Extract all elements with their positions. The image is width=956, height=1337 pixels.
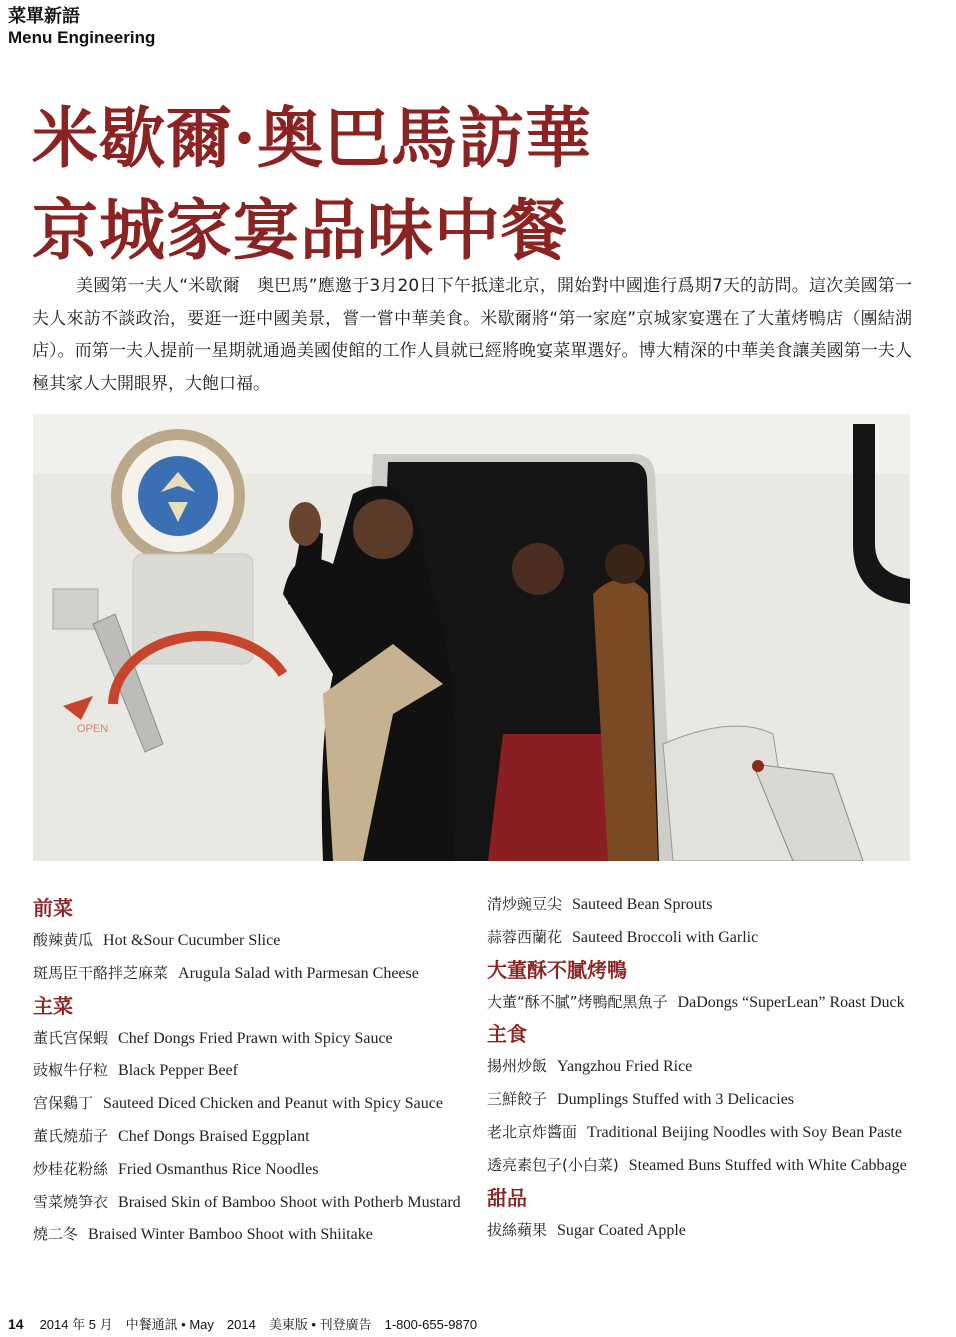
menu-item — [487, 921, 947, 954]
menu-item — [33, 957, 483, 990]
dish-name-en: Traditional Beijing Noodles with Soy Bean Paste — [587, 1123, 902, 1141]
dish-name-en: Sugar Coated Apple — [557, 1221, 686, 1239]
menu-column-right — [487, 892, 947, 1246]
menu-item — [33, 1054, 483, 1087]
dish-name-zh: 拔絲蘋果 — [487, 1220, 548, 1239]
dish-name-en: Dumplings Stuffed with 3 Delicacies — [557, 1091, 795, 1109]
dish-name-en: Black Pepper Beef — [118, 1062, 238, 1080]
dish-name-en: Braised Winter Bamboo Shoot with Shiitake — [88, 1226, 373, 1244]
dish-name-zh: 董氏燒茄子 — [33, 1126, 109, 1145]
menu-item — [487, 1116, 947, 1149]
menu-item — [33, 1120, 483, 1153]
dish-name-en: Steamed Buns Stuffed with White Cabbage — [628, 1156, 907, 1174]
menu-item — [487, 1050, 947, 1083]
menu-item — [487, 888, 947, 921]
seal-center — [138, 456, 218, 536]
dish-name-zh: 揚州炒飯 — [487, 1057, 548, 1076]
dish-name-zh: 雪菜燒笋衣 — [33, 1192, 109, 1211]
open-sign: OPEN — [77, 723, 109, 735]
menu-item — [33, 1087, 483, 1120]
title-line-2: 京城家宴品味中餐 — [32, 191, 568, 269]
woman-1-head — [353, 499, 413, 559]
dish-name-zh: 清炒豌豆尖 — [487, 895, 563, 913]
menu-item — [33, 1218, 483, 1251]
dish-name-zh: 大董“酥不膩”烤鴨配黑魚子 — [487, 992, 668, 1011]
dish-name-zh: 斑馬臣干酪拌芝麻菜 — [33, 963, 169, 982]
category-appetizers: 前菜 — [33, 896, 73, 920]
menu-item — [487, 1149, 947, 1182]
menu-item — [487, 1083, 947, 1116]
menu-item — [33, 1022, 483, 1055]
dish-name-zh: 燒二冬 — [33, 1225, 79, 1244]
dish-name-en: Sauteed Bean Sprouts — [572, 896, 713, 913]
menu-item — [487, 986, 947, 1019]
dish-name-zh: 酸辣黄瓜 — [33, 931, 94, 949]
title-line-1: 米歇爾·奥巴馬訪華 — [32, 99, 592, 177]
girl-1-skirt — [488, 734, 618, 861]
menu-item — [33, 924, 483, 957]
dish-name-en: Fried Osmanthus Rice Noodles — [118, 1160, 319, 1178]
rail-knob — [752, 760, 764, 772]
dish-name-zh: 宫保鷄丁 — [33, 1094, 94, 1113]
category-mains: 主菜 — [33, 993, 73, 1018]
category-dessert: 甜品 — [487, 1185, 527, 1210]
article-title — [32, 92, 592, 276]
dish-name-en: Arugula Salad with Parmesan Cheese — [178, 964, 419, 982]
dish-name-zh: 董氏宫保蝦 — [33, 1028, 109, 1047]
category-staples: 主食 — [487, 1022, 527, 1047]
menu-item — [33, 1153, 483, 1186]
woman-1-hand — [289, 502, 321, 546]
latch-box — [53, 589, 98, 629]
photo-illustration — [33, 414, 910, 861]
dish-name-zh: 蒜蓉西蘭花 — [487, 927, 563, 946]
menu-item — [487, 1214, 947, 1247]
dish-name-en: Yangzhou Fried Rice — [557, 1058, 693, 1076]
dish-name-en: Braised Skin of Bamboo Shoot with Potherb Mustard — [118, 1193, 461, 1211]
dish-name-en: Chef Dongs Braised Eggplant — [118, 1127, 310, 1145]
dish-name-zh: 透亮素包子(小白菜) — [487, 1155, 619, 1174]
dish-name-zh: 三鮮餃子 — [487, 1090, 548, 1109]
girl-2-head — [605, 544, 645, 584]
article-photo — [33, 414, 910, 861]
dish-name-en: Sauteed Diced Chicken and Peanut with Spicy Sauce — [103, 1095, 443, 1113]
page-number: 14 — [8, 1316, 24, 1332]
intro-paragraph: 美國第一夫人“米歇爾 奥巴馬”應邀于3月20日下午抵達北京，開始對中國進行爲期7天的訪問。這次美國第一夫人來訪不談政治，要逛一逛中國美景，嘗一嘗中華美食。米歇爾將“第一家庭”京城家宴選在了大董烤鴨店（團結湖店）。而第一夫人提前一星期就通過美國使館的工作人員就已經將晚宴菜單選好。博大精深的中華美食讓美國第一夫人極其家人大開眼界，大飽口福。 — [32, 276, 912, 394]
dish-name-zh: 炒桂花粉絲 — [33, 1159, 109, 1178]
footer-text: 2014 年 5 月 中餐通訊 • May 2014 美東版 • 刊登廣告 1-800-655-9870 — [39, 1317, 478, 1332]
section-label-zh: 菜單新語 — [8, 6, 80, 27]
dish-name-zh: 老北京炸醬面 — [487, 1122, 578, 1141]
dish-name-en: DaDongs “SuperLean” Roast Duck — [677, 993, 905, 1011]
dish-name-en: Hot &Sour Cucumber Slice — [103, 932, 281, 949]
page-footer — [8, 1314, 477, 1333]
menu-column-left — [33, 892, 483, 1251]
dish-name-en: Chef Dongs Fried Prawn with Spicy Sauce — [118, 1029, 393, 1047]
girl-1-head — [512, 543, 564, 595]
dish-name-zh: 豉椒牛仔粒 — [33, 1061, 109, 1080]
category-roast-duck: 大董酥不膩烤鴨 — [487, 957, 627, 982]
dish-name-en: Sauteed Broccoli with Garlic — [572, 928, 759, 946]
section-label-en: Menu Engineering — [8, 28, 156, 47]
menu-item — [33, 1186, 483, 1219]
